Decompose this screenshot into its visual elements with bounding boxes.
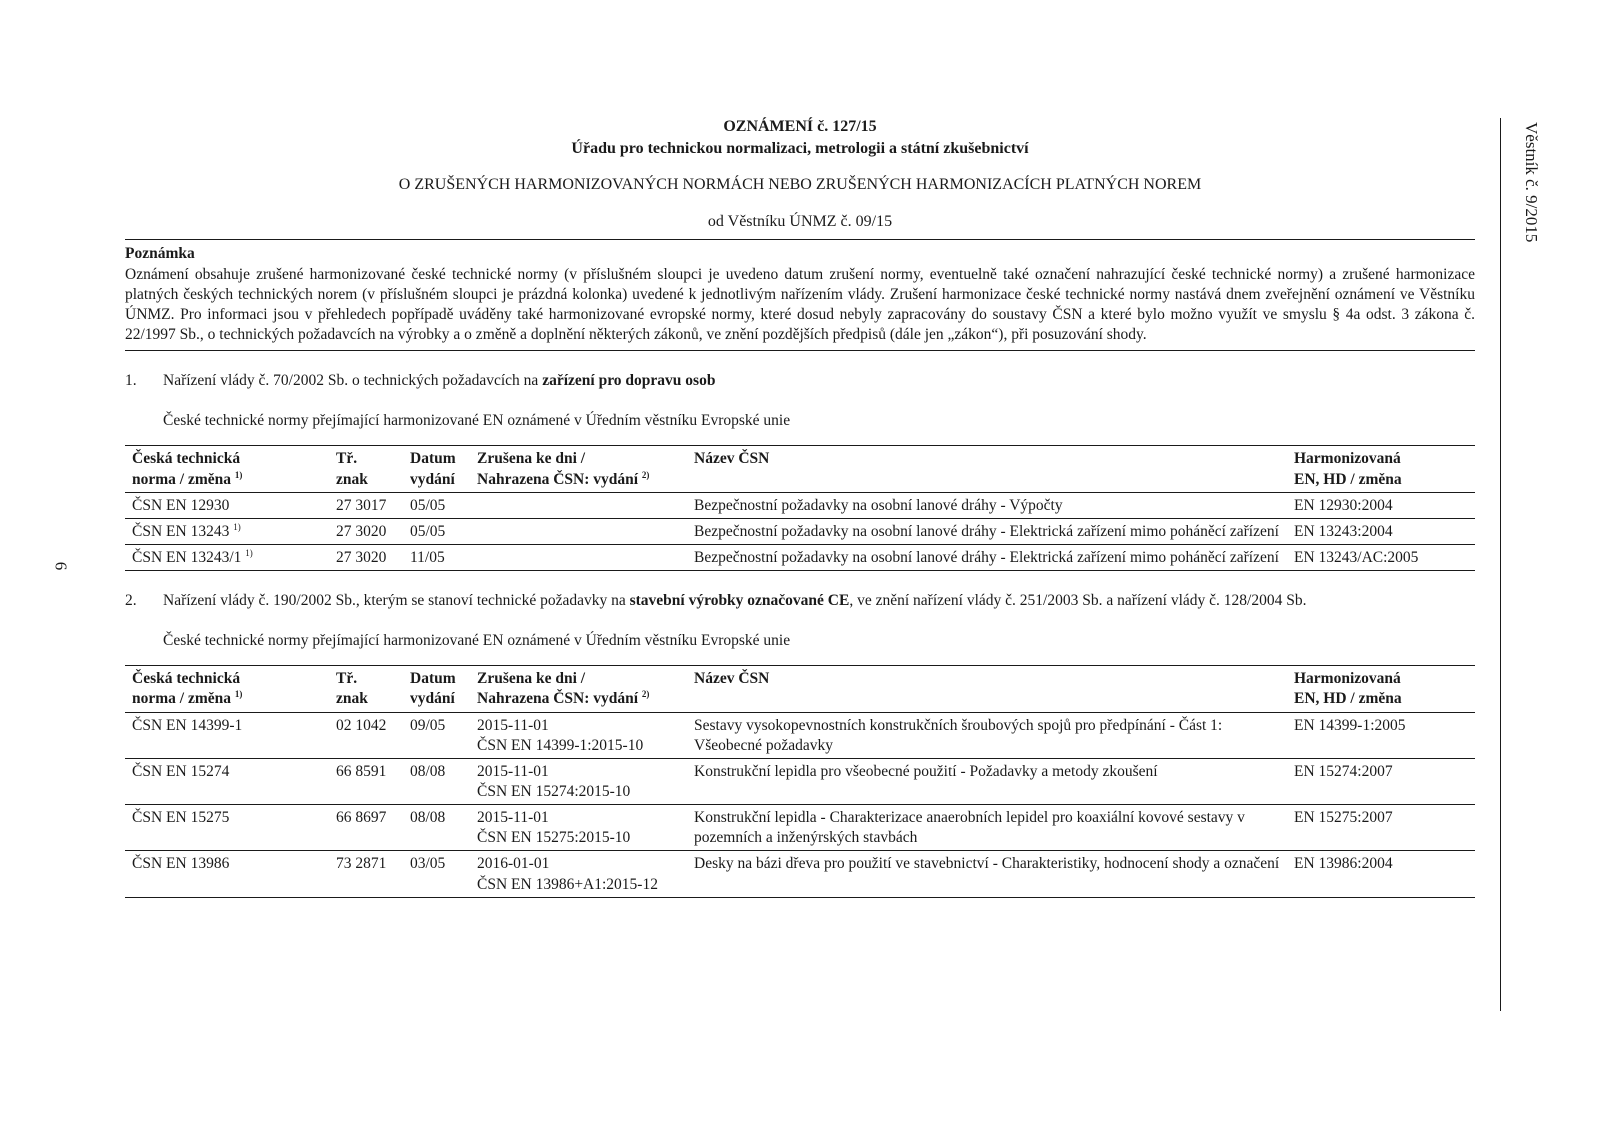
cancel-date: 2016-01-01 [477,855,550,873]
table-row [125,544,1475,570]
table-row [125,518,1475,544]
cell-title: Bezpečnostní požadavky na osobní lanové dráhy - Výpočty [694,496,1063,514]
cell-norm [125,492,329,518]
cell-date: 08/08 [410,809,446,827]
header-text: Nahrazena ČSN: vydání [477,690,639,708]
side-divider [1500,118,1501,1011]
cell-norm [125,851,329,897]
norm-id: ČSN EN 15274 [132,762,230,780]
note-text: Oznámení obsahuje zrušené harmonizované české technické normy (v příslušném sloupci je uvedeno datum zrušení normy, eventuelně také označení nahrazující české technické normy) a zrušené harmonizace platných českých technických norem (v příslušném sloupci je prázdná kolonka) uvedené k jednotlivým nařízením vlády. Zrušení harmonizace české technické normy nastává dnem zveřejnění oznámení ve Věstníku ÚNMZ. Pro informaci jsou v přehledech popřípadě uváděny také harmonizované evropské normy, které dosud nebyly zapracovány do soustavy ČSN a které bylo možno využít ve smyslu § 4a odst. 3 zákona č. 22/1997 Sb., o technických požadavcích na výrobky a o změně a doplnění některých zákonů, ve znění pozdějších předpisů (dále jen „zákon“), při posuzování shody. [125,265,1475,343]
regulation-section [125,371,1475,571]
col-header-cancelled [470,666,687,712]
header-text: Česká technická [132,450,241,468]
norm-id: ČSN EN 13243/1 [132,548,242,566]
table-body [125,712,1475,897]
replaced-by: ČSN EN 15274:2015-10 [477,783,631,801]
footnote-marker: 1) [245,547,253,558]
table-header [125,446,1475,492]
header-text: Harmonizovaná [1294,670,1401,688]
table-header [125,666,1475,712]
col-header-date [403,446,470,492]
cell-class-code: 73 2871 [336,855,387,873]
standards-table [125,445,1475,571]
table-row [125,851,1475,897]
cell-cancelled [470,805,687,851]
header-text: EN, HD / změna [1294,690,1402,708]
footnote-marker: 1) [233,521,241,532]
cell-harmonized: EN 13243/AC:2005 [1294,548,1419,566]
section-title [163,591,1306,611]
section-number: 2. [125,592,137,610]
header-text: Tř. [336,670,358,688]
table-body [125,492,1475,570]
note-title: Poznámka [125,245,195,263]
cell-date: 05/05 [410,522,446,540]
sections-container [125,371,1475,898]
regulation-section [125,591,1475,898]
section-title [163,371,715,391]
replaced-by: ČSN EN 14399-1:2015-10 [477,736,644,754]
cell-date: 05/05 [410,496,446,514]
note-block [125,240,1475,350]
col-header-harmonized [1287,666,1475,712]
cell-class-code: 66 8697 [336,809,387,827]
cell-cancelled [470,758,687,804]
cancel-date: 2015-11-01 [477,716,549,734]
header-text: Tř. [336,450,358,468]
cell-title: Bezpečnostní požadavky na osobní lanové dráhy - Elektrická zařízení mimo poháněcí zařízení [694,522,1279,540]
footnote-marker: 2) [641,469,650,480]
cell-norm [125,712,329,758]
cell-title: Konstrukční lepidla - Charakterizace anaerobních lepidel pro koaxiální kovové sestavy v pozemních a inženýrských stavbách [694,809,1245,847]
norm-id: ČSN EN 14399-1 [132,716,243,734]
header-text: Nahrazena ČSN: vydání [477,470,639,488]
cell-harmonized: EN 13986:2004 [1294,855,1393,873]
col-header-title [687,666,1287,712]
section-number: 1. [125,372,137,390]
header-text: Název ČSN [694,450,770,468]
section-title-bold: zařízení pro dopravu osob [542,372,716,390]
cell-class-code: 02 1042 [336,716,387,734]
header-text: norma / změna [132,470,232,488]
header-text: Zrušena ke dni / [477,450,586,468]
section-description: České technické normy přejímající harmonizované EN oznámené v Úředním věstníku Evropské unie [163,412,791,430]
cell-title: Konstrukční lepidla pro všeobecné použití - Požadavky a metody zkoušení [694,762,1158,780]
table-row [125,712,1475,758]
footnote-marker: 2) [641,689,650,700]
header-text: znak [336,470,368,488]
cancel-date: 2015-11-01 [477,762,549,780]
cell-cancelled [470,492,687,518]
cancel-date: 2015-11-01 [477,809,549,827]
cell-norm [125,518,329,544]
cell-title: Sestavy vysokopevnostních konstrukčních šroubových spojů pro předpínání - Část 1: Všeobecné požadavky [694,716,1223,754]
standards-table [125,665,1475,897]
col-header-class-code [329,666,403,712]
table-row [125,492,1475,518]
section-description: České technické normy přejímající harmonizované EN oznámené v Úředním věstníku Evropské unie [163,632,791,650]
cell-harmonized: EN 14399-1:2005 [1294,716,1406,734]
norm-id: ČSN EN 13986 [132,855,230,873]
document-subtitle: Úřadu pro technickou normalizaci, metrologii a státní zkušebnictví [571,140,1029,158]
header-text: znak [336,690,368,708]
table-row [125,758,1475,804]
cell-harmonized: EN 15274:2007 [1294,762,1393,780]
section-title-text: Nařízení vlády č. 70/2002 Sb. o technických požadavcích na [163,372,543,390]
cell-cancelled [470,518,687,544]
col-header-harmonized [1287,446,1475,492]
header-text: vydání [410,470,455,488]
norm-id: ČSN EN 13243 [132,522,230,540]
norm-id: ČSN EN 12930 [132,496,230,514]
col-header-cancelled [470,446,687,492]
cell-date: 11/05 [410,548,445,566]
section-title-suffix: , ve znění nařízení vlády č. 251/2003 Sb. a nařízení vlády č. 128/2004 Sb. [849,592,1307,610]
col-header-date [403,666,470,712]
cell-title: Bezpečnostní požadavky na osobní lanové dráhy - Elektrická zařízení mimo poháněcí zařízení [694,548,1279,566]
footnote-marker: 1) [234,689,243,700]
table-header-row [125,446,1475,492]
cell-harmonized: EN 12930:2004 [1294,496,1393,514]
section-heading [125,591,1475,611]
document-body [125,116,1475,898]
replaced-by: ČSN EN 13986+A1:2015-12 [477,875,658,893]
section-title-text: Nařízení vlády č. 190/2002 Sb., kterým se stanoví technické požadavky na [163,592,630,610]
header-text: Datum [410,670,456,688]
cell-cancelled [470,544,687,570]
section-title-bold: stavební výrobky označované CE [629,592,850,610]
norm-id: ČSN EN 15275 [132,809,230,827]
cell-class-code: 66 8591 [336,762,387,780]
document-source: od Věstníku ÚNMZ č. 09/15 [707,212,893,230]
cell-title: Desky na bázi dřeva pro použití ve stavebnictví - Charakteristiky, hodnocení shody a označení [694,855,1280,873]
header-text: EN, HD / změna [1294,470,1402,488]
cell-cancelled [470,851,687,897]
cell-norm [125,758,329,804]
header-text: vydání [410,690,455,708]
document-heading: O ZRUŠENÝCH HARMONIZOVANÝCH NORMÁCH NEBO ZRUŠENÝCH HARMONIZACÍCH PLATNÝCH NOREM [398,175,1202,193]
cell-class-code: 27 3017 [336,496,387,514]
replaced-by: ČSN EN 15275:2015-10 [477,829,631,847]
cell-cancelled [470,712,687,758]
cell-date: 08/08 [410,762,446,780]
cell-norm [125,544,329,570]
col-header-title [687,446,1287,492]
header-text: Harmonizovaná [1294,450,1401,468]
cell-harmonized: EN 15275:2007 [1294,809,1393,827]
col-header-class-code [329,446,403,492]
header-text: Název ČSN [694,670,770,688]
cell-harmonized: EN 13243:2004 [1294,522,1393,540]
cell-date: 03/05 [410,855,446,873]
header-text: Datum [410,450,456,468]
note-divider [125,350,1475,351]
table-header-row [125,666,1475,712]
journal-label: Věstník č. 9/2015 [1522,122,1542,243]
cell-class-code: 27 3020 [336,522,387,540]
header-text: Česká technická [132,670,241,688]
col-header-norm [125,666,329,712]
table-row [125,805,1475,851]
header-text: norma / změna [132,690,232,708]
section-heading [125,371,1475,391]
col-header-norm [125,446,329,492]
cell-norm [125,805,329,851]
document-title: OZNÁMENÍ č. 127/15 [723,118,877,135]
footnote-marker: 1) [234,469,243,480]
header-text: Zrušena ke dni / [477,670,586,688]
cell-date: 09/05 [410,716,446,734]
cell-class-code: 27 3020 [336,548,387,566]
page-number: 6 [51,561,71,571]
